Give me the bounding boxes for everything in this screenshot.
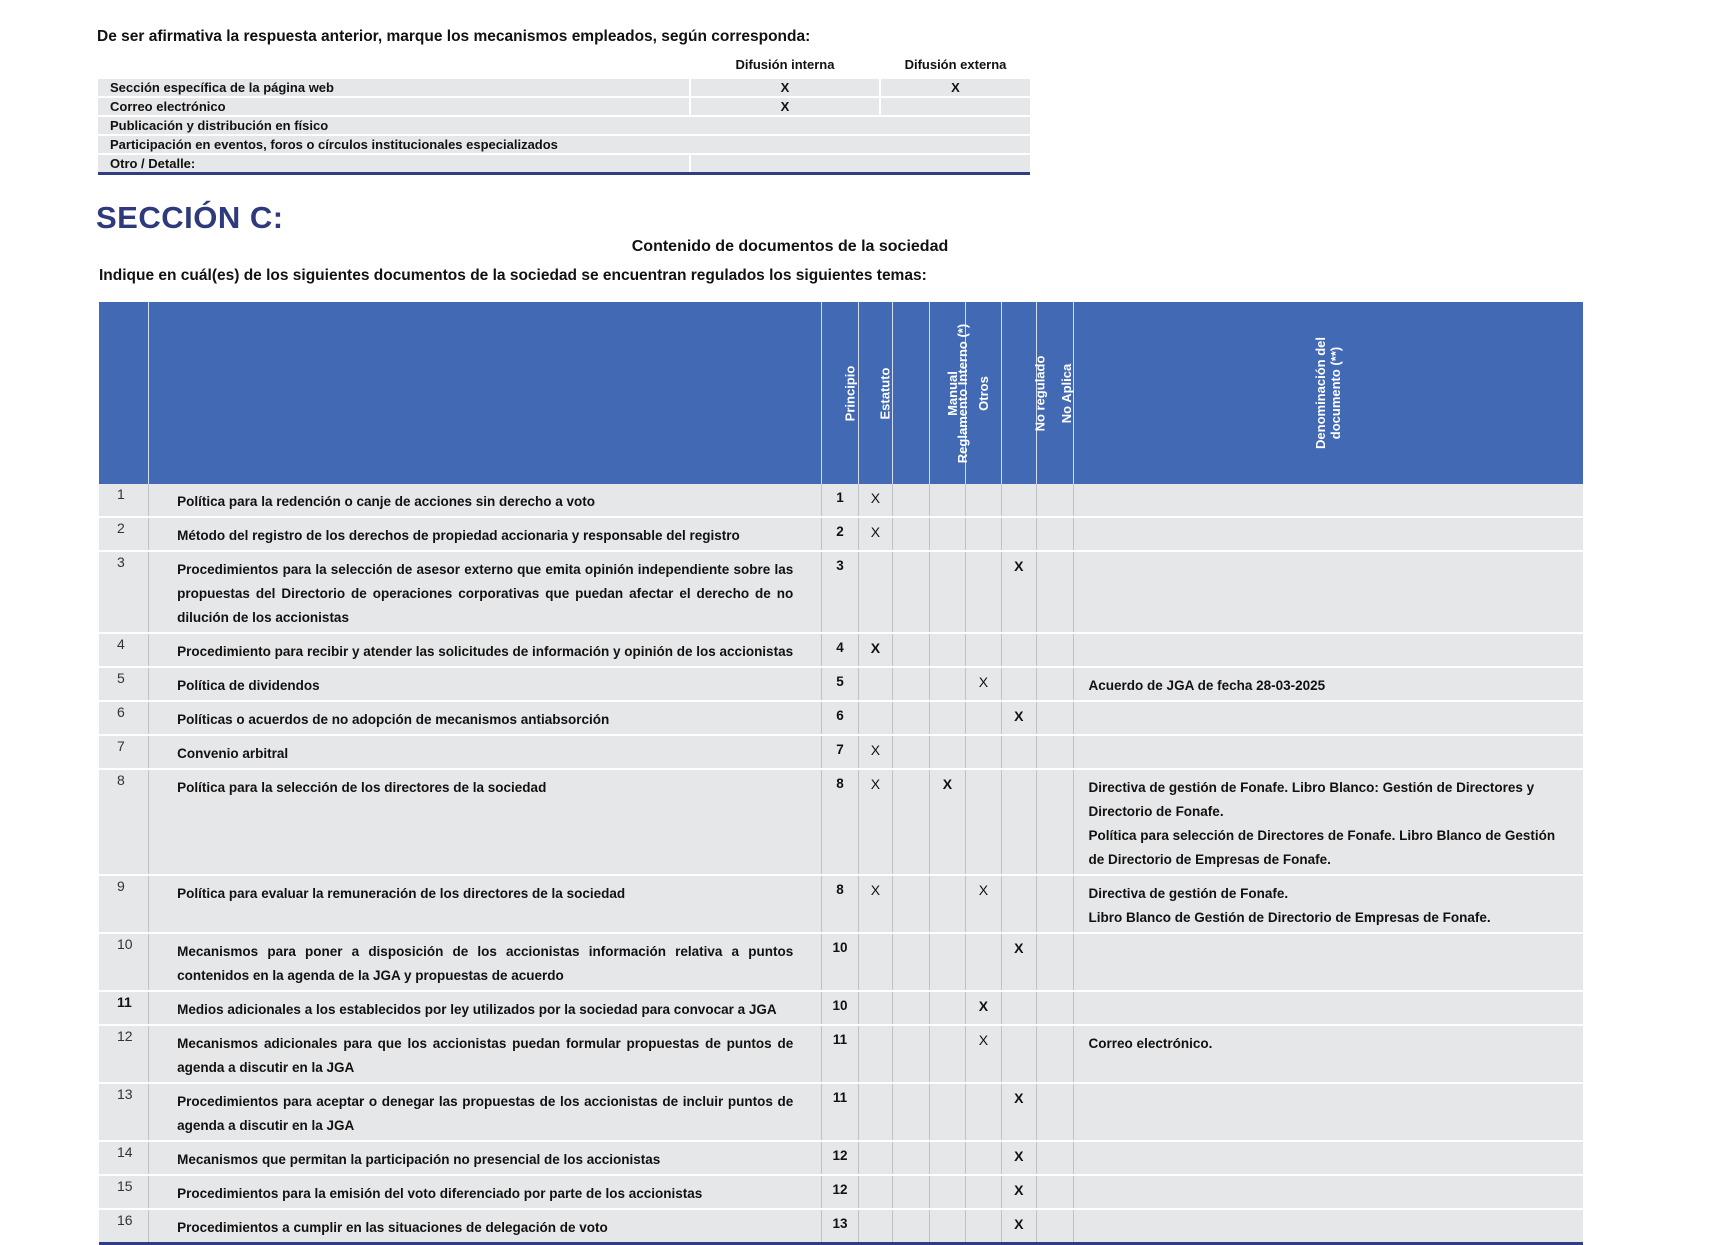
denominacion-cell <box>1073 667 1583 701</box>
denominacion-cell <box>1073 991 1583 1025</box>
estatuto-cell: X <box>858 484 892 517</box>
topic-cell: Medios adicionales a los establecidos por ley utilizados por la sociedad para convocar a JGA <box>149 991 822 1025</box>
otros-cell <box>966 933 1001 991</box>
topic-cell: Procedimientos a cumplir en las situaciones de delegación de voto <box>149 1209 822 1244</box>
dissemination-label: Sección específica de la página web <box>98 78 690 97</box>
table-row <box>99 1141 1583 1175</box>
external-mark: X <box>880 78 1030 97</box>
table-row <box>99 933 1583 991</box>
reglamento-cell <box>893 517 929 551</box>
row-number: 7 <box>99 735 149 769</box>
dissemination-row <box>98 135 1030 154</box>
table-row <box>99 551 1583 633</box>
no-aplica-cell <box>1037 769 1073 875</box>
no-aplica-cell <box>1037 1209 1073 1244</box>
estatuto-cell <box>858 933 892 991</box>
topic-cell: Mecanismos adicionales para que los accionistas puedan formular propuestas de puntos de agenda a discutir en la JGA <box>149 1025 822 1083</box>
no-regulado-cell <box>1001 517 1036 551</box>
table-row <box>99 1025 1583 1083</box>
dissemination-label: Publicación y distribución en físico <box>98 116 1030 135</box>
manual-cell <box>929 633 965 667</box>
documents-body <box>99 484 1583 1244</box>
dissemination-label: Otro / Detalle: <box>98 154 690 174</box>
row-number: 6 <box>99 701 149 735</box>
estatuto-cell <box>858 1141 892 1175</box>
manual-cell <box>929 1141 965 1175</box>
row-number: 13 <box>99 1083 149 1141</box>
table-row <box>99 735 1583 769</box>
estatuto-cell <box>858 701 892 735</box>
denominacion-text-2: Libro Blanco de Gestión de Directorio de Empresas de Fonafe. <box>1088 910 1491 925</box>
denominacion-cell <box>1073 769 1583 875</box>
row-number: 1 <box>99 484 149 517</box>
no-aplica-cell <box>1037 667 1073 701</box>
header-denominacion: Denominación del documento (**) <box>1073 302 1583 484</box>
no-regulado-cell: X <box>1001 701 1036 735</box>
estatuto-cell <box>858 1209 892 1244</box>
internal-mark: X <box>690 97 880 116</box>
otros-cell <box>966 1209 1001 1244</box>
denominacion-text: Correo electrónico. <box>1088 1036 1213 1051</box>
manual-cell <box>929 1025 965 1083</box>
no-regulado-cell: X <box>1001 551 1036 633</box>
reglamento-cell <box>893 484 929 517</box>
dissemination-row <box>98 97 1030 116</box>
denominacion-cell <box>1073 633 1583 667</box>
no-aplica-cell <box>1037 484 1073 517</box>
no-regulado-cell: X <box>1001 1141 1036 1175</box>
row-number: 3 <box>99 551 149 633</box>
denominacion-cell <box>1073 517 1583 551</box>
reglamento-cell <box>893 1141 929 1175</box>
row-number: 5 <box>99 667 149 701</box>
header-external: Difusión externa <box>880 52 1030 78</box>
header-topic <box>149 302 822 484</box>
table-row <box>99 667 1583 701</box>
manual-cell <box>929 551 965 633</box>
no-aplica-cell <box>1037 933 1073 991</box>
denominacion-text: Directiva de gestión de Fonafe. Libro Blanco: Gestión de Directores y Directorio de Fonafe. <box>1088 780 1535 819</box>
no-regulado-cell: X <box>1001 1175 1036 1209</box>
principio-cell: 10 <box>822 933 858 991</box>
table-row <box>99 1175 1583 1209</box>
denominacion-cell <box>1073 701 1583 735</box>
intro-question: De ser afirmativa la respuesta anterior, marque los mecanismos empleados, según corresponda: <box>97 28 811 45</box>
table-row <box>99 517 1583 551</box>
topic-cell: Procedimientos para aceptar o denegar las propuestas de los accionistas de incluir puntos de agenda a discutir en la JGA <box>149 1083 822 1141</box>
no-regulado-cell <box>1001 875 1036 933</box>
reglamento-cell <box>893 701 929 735</box>
topic-cell: Política de dividendos <box>149 667 822 701</box>
principio-cell: 12 <box>822 1141 858 1175</box>
principio-cell: 4 <box>822 633 858 667</box>
row-number: 14 <box>99 1141 149 1175</box>
no-regulado-cell <box>1001 1025 1036 1083</box>
denominacion-text: Acuerdo de JGA de fecha 28-03-2025 <box>1088 678 1326 693</box>
reglamento-cell <box>893 551 929 633</box>
reglamento-cell <box>893 991 929 1025</box>
manual-cell <box>929 991 965 1025</box>
otros-cell <box>966 484 1001 517</box>
denominacion-cell <box>1073 551 1583 633</box>
no-regulado-cell <box>1001 633 1036 667</box>
topic-cell: Procedimiento para recibir y atender las solicitudes de información y opinión de los accionistas <box>149 633 822 667</box>
manual-cell <box>929 875 965 933</box>
principio-cell: 13 <box>822 1209 858 1244</box>
dissemination-header-row <box>98 52 1030 78</box>
no-aplica-cell <box>1037 633 1073 667</box>
denominacion-cell <box>1073 735 1583 769</box>
dissemination-label: Correo electrónico <box>98 97 690 116</box>
header-principio: Principio <box>822 302 858 484</box>
table-row <box>99 1083 1583 1141</box>
header-reglamento: Reglamento Interno (*) <box>893 302 929 484</box>
principio-cell: 1 <box>822 484 858 517</box>
row-number: 12 <box>99 1025 149 1083</box>
principio-cell: 11 <box>822 1083 858 1141</box>
no-aplica-cell <box>1037 1025 1073 1083</box>
dissemination-table <box>98 52 1030 175</box>
header-otros: Otros <box>966 302 1001 484</box>
denominacion-text: Directiva de gestión de Fonafe. <box>1088 886 1289 901</box>
header-internal: Difusión interna <box>690 52 880 78</box>
manual-cell <box>929 735 965 769</box>
no-regulado-cell <box>1001 667 1036 701</box>
no-aplica-cell <box>1037 1141 1073 1175</box>
row-number: 4 <box>99 633 149 667</box>
principio-cell: 8 <box>822 769 858 875</box>
topic-cell: Política para la selección de los directores de la sociedad <box>149 769 822 875</box>
topic-cell: Método del registro de los derechos de propiedad accionaria y responsable del registro <box>149 517 822 551</box>
estatuto-cell <box>858 1025 892 1083</box>
denominacion-cell <box>1073 1209 1583 1244</box>
no-aplica-cell <box>1037 551 1073 633</box>
reglamento-cell <box>893 875 929 933</box>
dissemination-row <box>98 154 1030 174</box>
manual-cell <box>929 484 965 517</box>
reglamento-cell <box>893 933 929 991</box>
row-number: 16 <box>99 1209 149 1244</box>
reglamento-cell <box>893 769 929 875</box>
denominacion-cell <box>1073 1141 1583 1175</box>
otros-cell <box>966 1141 1001 1175</box>
estatuto-cell: X <box>858 517 892 551</box>
table-row <box>99 1209 1583 1244</box>
estatuto-cell <box>858 1175 892 1209</box>
manual-cell <box>929 933 965 991</box>
table-row <box>99 484 1583 517</box>
dissemination-row <box>98 78 1030 97</box>
internal-mark: X <box>690 78 880 97</box>
topic-cell: Política para evaluar la remuneración de los directores de la sociedad <box>149 875 822 933</box>
no-aplica-cell <box>1037 991 1073 1025</box>
principio-cell: 2 <box>822 517 858 551</box>
otros-cell <box>966 633 1001 667</box>
header-num <box>99 302 149 484</box>
header-estatuto: Estatuto <box>858 302 892 484</box>
estatuto-cell: X <box>858 735 892 769</box>
section-subtitle: Contenido de documentos de la sociedad <box>631 238 949 255</box>
principio-cell: 6 <box>822 701 858 735</box>
no-aplica-cell <box>1037 735 1073 769</box>
reglamento-cell <box>893 1025 929 1083</box>
documents-header-row <box>99 302 1583 484</box>
external-mark <box>880 97 1030 116</box>
header-manual: Manual <box>929 302 965 484</box>
header-blank <box>98 52 690 78</box>
topic-cell: Convenio arbitral <box>149 735 822 769</box>
manual-cell <box>929 667 965 701</box>
topic-cell: Política para la redención o canje de acciones sin derecho a voto <box>149 484 822 517</box>
manual-cell <box>929 701 965 735</box>
no-aplica-cell <box>1037 1175 1073 1209</box>
denominacion-cell <box>1073 1083 1583 1141</box>
no-regulado-cell <box>1001 769 1036 875</box>
no-regulado-cell: X <box>1001 933 1036 991</box>
reglamento-cell <box>893 1209 929 1244</box>
principio-cell: 11 <box>822 1025 858 1083</box>
denominacion-cell <box>1073 484 1583 517</box>
estatuto-cell: X <box>858 875 892 933</box>
no-regulado-cell <box>1001 484 1036 517</box>
principio-cell: 3 <box>822 551 858 633</box>
otros-cell <box>966 769 1001 875</box>
header-no-regulado: No regulado <box>1001 302 1036 484</box>
other-detail-field <box>690 154 1030 174</box>
table-row <box>99 701 1583 735</box>
otros-cell: X <box>966 1025 1001 1083</box>
manual-cell <box>929 1083 965 1141</box>
no-aplica-cell <box>1037 1083 1073 1141</box>
otros-cell: X <box>966 875 1001 933</box>
principio-cell: 5 <box>822 667 858 701</box>
table-row <box>99 875 1583 933</box>
reglamento-cell <box>893 633 929 667</box>
estatuto-cell <box>858 667 892 701</box>
row-number: 9 <box>99 875 149 933</box>
otros-cell <box>966 517 1001 551</box>
otros-cell <box>966 701 1001 735</box>
header-no-aplica: No Aplica <box>1037 302 1073 484</box>
no-aplica-cell <box>1037 875 1073 933</box>
otros-cell <box>966 1175 1001 1209</box>
documents-table <box>99 302 1583 1245</box>
instruction: Indique en cuál(es) de los siguientes documentos de la sociedad se encuentran regulados los siguientes temas: <box>99 267 927 284</box>
dissemination-row <box>98 116 1030 135</box>
denominacion-cell <box>1073 875 1583 933</box>
no-aplica-cell <box>1037 517 1073 551</box>
no-regulado-cell <box>1001 991 1036 1025</box>
otros-cell <box>966 735 1001 769</box>
otros-cell: X <box>966 667 1001 701</box>
section-title: SECCIÓN C: <box>96 200 284 235</box>
otros-cell <box>966 551 1001 633</box>
topic-cell: Procedimientos para la selección de asesor externo que emita opinión independiente sobre las propuestas del Directorio de operaciones corporativas que puedan afectar el derecho de no dilución de los accionistas <box>149 551 822 633</box>
topic-cell: Políticas o acuerdos de no adopción de mecanismos antiabsorción <box>149 701 822 735</box>
principio-cell: 10 <box>822 991 858 1025</box>
reglamento-cell <box>893 735 929 769</box>
denominacion-text-2: Política para selección de Directores de Fonafe. Libro Blanco de Gestión de Directorio de Empresas de Fonafe. <box>1088 828 1556 867</box>
denominacion-cell <box>1073 1175 1583 1209</box>
table-row <box>99 991 1583 1025</box>
principio-cell: 12 <box>822 1175 858 1209</box>
dissemination-label: Participación en eventos, foros o círculos institucionales especializados <box>98 135 1030 154</box>
otros-cell <box>966 1083 1001 1141</box>
table-row <box>99 769 1583 875</box>
reglamento-cell <box>893 1083 929 1141</box>
topic-cell: Mecanismos para poner a disposición de los accionistas información relativa a puntos contenidos en la agenda de la JGA y propuestas de acuerdo <box>149 933 822 991</box>
reglamento-cell <box>893 1175 929 1209</box>
no-aplica-cell <box>1037 701 1073 735</box>
estatuto-cell <box>858 551 892 633</box>
topic-cell: Procedimientos para la emisión del voto diferenciado por parte de los accionistas <box>149 1175 822 1209</box>
manual-cell <box>929 517 965 551</box>
principio-cell: 8 <box>822 875 858 933</box>
topic-cell: Mecanismos que permitan la participación no presencial de los accionistas <box>149 1141 822 1175</box>
table-row <box>99 633 1583 667</box>
estatuto-cell: X <box>858 633 892 667</box>
manual-cell <box>929 1209 965 1244</box>
row-number: 11 <box>99 991 149 1025</box>
row-number: 8 <box>99 769 149 875</box>
reglamento-cell <box>893 667 929 701</box>
row-number: 15 <box>99 1175 149 1209</box>
row-number: 2 <box>99 517 149 551</box>
denominacion-cell <box>1073 1025 1583 1083</box>
principio-cell: 7 <box>822 735 858 769</box>
manual-cell <box>929 1175 965 1209</box>
estatuto-cell: X <box>858 769 892 875</box>
manual-cell: X <box>929 769 965 875</box>
denominacion-cell <box>1073 933 1583 991</box>
row-number: 10 <box>99 933 149 991</box>
no-regulado-cell <box>1001 735 1036 769</box>
no-regulado-cell: X <box>1001 1209 1036 1244</box>
otros-cell: X <box>966 991 1001 1025</box>
no-regulado-cell: X <box>1001 1083 1036 1141</box>
estatuto-cell <box>858 991 892 1025</box>
estatuto-cell <box>858 1083 892 1141</box>
